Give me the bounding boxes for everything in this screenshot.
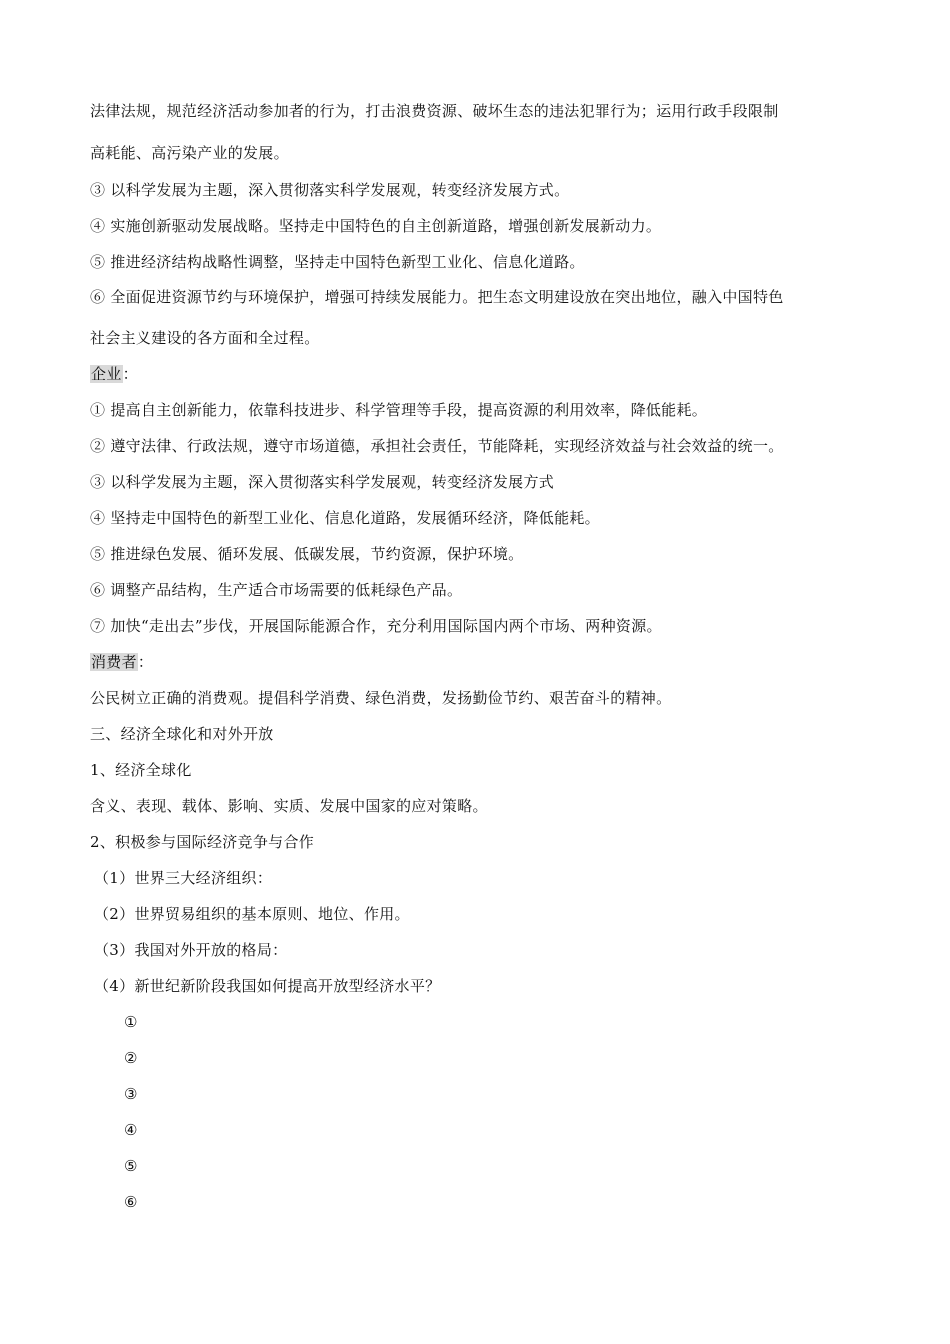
section-heading-consumer xyxy=(90,652,153,672)
list-item: 社会主义建设的各方面和全过程。 xyxy=(90,329,320,347)
blank-answer-marker: ① xyxy=(124,1013,138,1031)
list-item: ⑤ 推进绿色发展、循环发展、低碳发展，节约资源，保护环境。 xyxy=(90,545,524,563)
list-item: ① 提高自主创新能力，依靠科技进步、科学管理等手段，提高资源的利用效率，降低能耗。 xyxy=(90,401,708,419)
highlighted-heading: 消费者 xyxy=(91,653,137,671)
subsection-title: 1、经济全球化 xyxy=(90,761,192,779)
section-heading-enterprise xyxy=(90,364,138,384)
question-item: （3）我国对外开放的格局： xyxy=(94,941,288,959)
question-item: （1）世界三大经济组织： xyxy=(94,869,273,887)
paragraph-line: 高耗能、高污染产业的发展。 xyxy=(90,144,289,162)
list-item: ③ 以科学发展为主题，深入贯彻落实科学发展观，转变经济发展方式。 xyxy=(90,181,570,199)
list-item: ④ 实施创新驱动发展战略。坚持走中国特色的自主创新道路，增强创新发展新动力。 xyxy=(90,217,662,235)
paragraph-line: 法律法规，规范经济活动参加者的行为，打击浪费资源、破坏生态的违法犯罪行为；运用行政手段限制 xyxy=(90,102,779,120)
paragraph-line: 公民树立正确的消费观。提倡科学消费、绿色消费，发扬勤俭节约、艰苦奋斗的精神。 xyxy=(90,689,672,707)
list-item: ② 遵守法律、行政法规，遵守市场道德，承担社会责任，节能降耗，实现经济效益与社会效益的统一。 xyxy=(90,437,784,455)
paragraph-line: 含义、表现、载体、影响、实质、发展中国家的应对策略。 xyxy=(90,797,488,815)
list-item: ⑥ 全面促进资源节约与环境保护，增强可持续发展能力。把生态文明建设放在突出地位，融入中国特色 xyxy=(90,288,784,306)
list-item: ③ 以科学发展为主题，深入贯彻落实科学发展观，转变经济发展方式 xyxy=(90,473,555,491)
heading-colon: ： xyxy=(137,653,154,671)
list-item: ⑥ 调整产品结构，生产适合市场需要的低耗绿色产品。 xyxy=(90,581,463,599)
blank-answer-marker: ⑤ xyxy=(124,1157,138,1175)
blank-answer-marker: ⑥ xyxy=(124,1193,138,1211)
blank-answer-marker: ② xyxy=(124,1049,138,1067)
blank-answer-marker: ③ xyxy=(124,1085,138,1103)
list-item: ⑦ 加快“走出去”步伐，开展国际能源合作，充分利用国际国内两个市场、两种资源。 xyxy=(90,617,662,635)
heading-colon: ： xyxy=(122,365,138,383)
question-item: （4）新世纪新阶段我国如何提高开放型经济水平？ xyxy=(94,977,441,995)
question-item: （2）世界贸易组织的基本原则、地位、作用。 xyxy=(94,905,410,923)
highlighted-heading: 企业 xyxy=(91,365,122,383)
list-item: ⑤ 推进经济结构战略性调整，坚持走中国特色新型工业化、信息化道路。 xyxy=(90,253,585,271)
blank-answer-marker: ④ xyxy=(124,1121,138,1139)
section-title: 三、经济全球化和对外开放 xyxy=(90,725,274,743)
subsection-title: 2、积极参与国际经济竞争与合作 xyxy=(90,833,315,851)
list-item: ④ 坚持走中国特色的新型工业化、信息化道路，发展循环经济，降低能耗。 xyxy=(90,509,600,527)
